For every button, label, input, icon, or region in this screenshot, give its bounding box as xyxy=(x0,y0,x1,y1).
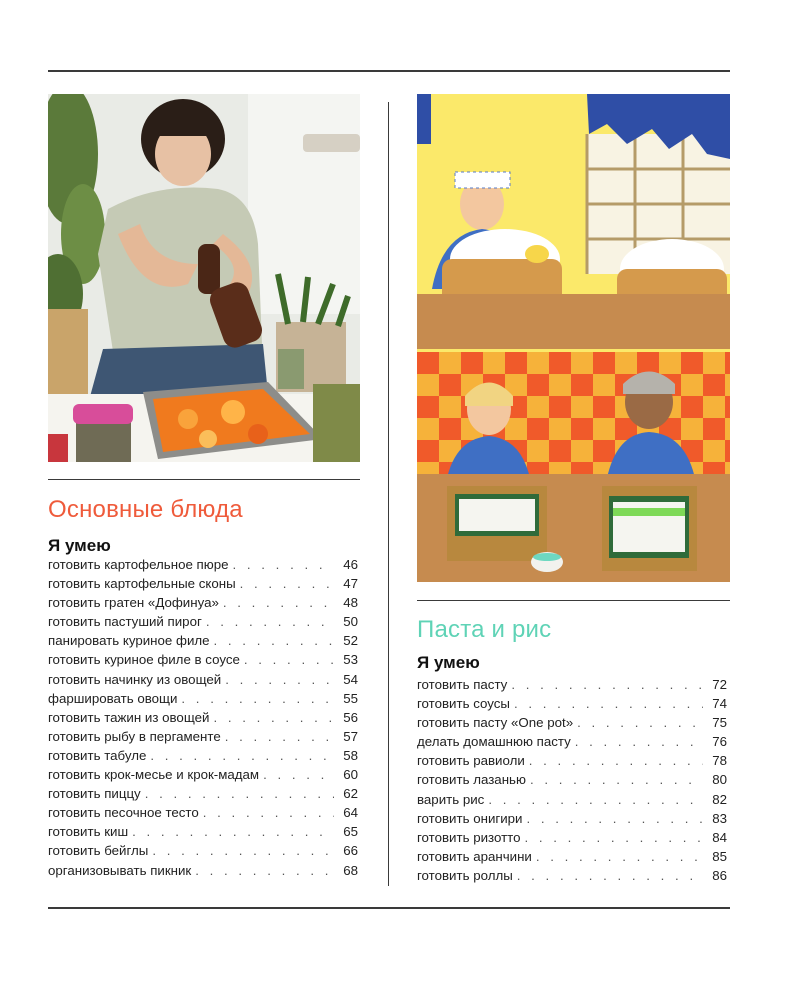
column-divider xyxy=(388,102,389,886)
toc-entry-page: 48 xyxy=(343,595,358,611)
toc-entry xyxy=(48,786,358,805)
toc-entry-label: готовить соусы xyxy=(417,696,510,712)
toc-entry xyxy=(48,691,358,710)
toc-entry-page: 62 xyxy=(343,786,358,802)
toc-entry xyxy=(48,557,358,576)
toc-entry xyxy=(48,710,358,729)
left-section-subtitle: Я умею xyxy=(48,536,111,555)
toc-dot-leader xyxy=(132,824,334,839)
right-section-title: Паста и рис xyxy=(417,616,552,643)
toc-entry xyxy=(48,595,358,614)
toc-entry-page: 72 xyxy=(712,677,727,692)
toc-entry-page: 74 xyxy=(712,696,727,712)
toc-entry xyxy=(48,652,358,671)
toc-dot-leader xyxy=(181,691,334,706)
toc-dot-leader xyxy=(577,715,703,730)
toc-entry-page: 52 xyxy=(343,633,358,649)
toc-entry xyxy=(417,811,727,830)
toc-entry xyxy=(48,863,358,882)
toc-entry-page: 55 xyxy=(343,690,358,706)
toc-entry-label: делать домашнюю пасту xyxy=(417,734,571,750)
toc-dot-leader xyxy=(213,710,334,725)
toc-entry-label: готовить пиццу xyxy=(48,786,141,802)
toc-entry-page: 85 xyxy=(712,848,727,864)
bottom-rule xyxy=(48,907,730,909)
toc-entry xyxy=(48,843,358,862)
toc-entry-page: 84 xyxy=(712,829,727,845)
toc-dot-leader xyxy=(152,843,334,858)
toc-entry-label: готовить гратен «Дофинуа» xyxy=(48,595,219,611)
toc-entry xyxy=(48,672,358,691)
toc-entry-label: готовить крок-месье и крок-мадам xyxy=(48,767,260,783)
toc-entry xyxy=(417,734,727,753)
toc-entry xyxy=(417,830,727,849)
toc-entry xyxy=(48,805,358,824)
toc-entry xyxy=(48,767,358,786)
toc-entry xyxy=(48,748,358,767)
girl-with-pepper-mill-photo xyxy=(48,94,360,462)
top-rule xyxy=(48,70,730,72)
toc-dot-leader xyxy=(530,772,703,787)
toc-entry-page: 78 xyxy=(712,753,727,769)
toc-entry-page: 50 xyxy=(343,614,358,630)
toc-entry-page: 54 xyxy=(343,671,358,687)
toc-entry-label: готовить начинку из овощей xyxy=(48,671,222,687)
toc-entry-page: 76 xyxy=(712,734,727,750)
left-section-rule xyxy=(48,479,360,480)
toc-entry-page: 58 xyxy=(343,747,358,763)
toc-entry-label: готовить пасту xyxy=(417,677,508,692)
toc-entry-page: 86 xyxy=(712,867,727,883)
toc-entry xyxy=(417,849,727,868)
toc-entry-label: готовить аранчини xyxy=(417,848,532,864)
toc-dot-leader xyxy=(240,576,334,591)
right-toc-list xyxy=(417,677,727,887)
toc-entry xyxy=(48,614,358,633)
toc-dot-leader xyxy=(488,792,703,807)
toc-entry-label: готовить ризотто xyxy=(417,829,521,845)
toc-dot-leader xyxy=(244,652,334,667)
toc-entry-page: 80 xyxy=(712,772,727,788)
toc-dot-leader xyxy=(263,767,334,782)
toc-dot-leader xyxy=(575,734,703,749)
toc-dot-leader xyxy=(225,672,334,687)
toc-entry-label: фаршировать овощи xyxy=(48,690,178,706)
sushi-kitchen-illustration xyxy=(417,94,730,582)
toc-entry-label: готовить табуле xyxy=(48,747,147,763)
toc-dot-leader xyxy=(511,677,703,692)
left-toc-list xyxy=(48,557,358,882)
toc-entry-label: готовить тажин из овощей xyxy=(48,709,210,725)
toc-dot-leader xyxy=(517,868,703,883)
toc-entry xyxy=(417,677,727,696)
toc-dot-leader xyxy=(145,786,334,801)
toc-entry xyxy=(417,868,727,887)
toc-entry xyxy=(48,729,358,748)
toc-entry-label: готовить пастуший пирог xyxy=(48,614,202,630)
toc-dot-leader xyxy=(514,696,703,711)
toc-entry xyxy=(417,753,727,772)
toc-dot-leader xyxy=(536,849,703,864)
toc-entry-label: организовывать пикник xyxy=(48,862,192,878)
toc-entry xyxy=(417,772,727,791)
toc-dot-leader xyxy=(233,557,334,572)
toc-entry-page: 57 xyxy=(343,728,358,744)
toc-entry-page: 75 xyxy=(712,715,727,731)
toc-dot-leader xyxy=(195,863,334,878)
toc-entry-label: готовить киш xyxy=(48,824,129,840)
toc-entry-label: готовить пасту «One pot» xyxy=(417,715,574,731)
toc-entry-label: готовить онигири xyxy=(417,810,523,826)
toc-entry-page: 83 xyxy=(712,810,727,826)
toc-entry-page: 53 xyxy=(343,652,358,668)
toc-entry-page: 66 xyxy=(343,843,358,859)
toc-entry-label: готовить рыбу в пергаменте xyxy=(48,728,221,744)
toc-entry-page: 82 xyxy=(712,791,727,807)
toc-entry xyxy=(48,633,358,652)
toc-dot-leader xyxy=(206,614,334,629)
toc-entry-page: 65 xyxy=(343,824,358,840)
toc-entry-label: готовить лазанью xyxy=(417,772,526,788)
toc-entry-label: панировать куриное филе xyxy=(48,633,210,649)
toc-dot-leader xyxy=(526,811,703,826)
toc-entry-page: 46 xyxy=(343,557,358,572)
toc-dot-leader xyxy=(225,729,334,744)
toc-entry-page: 68 xyxy=(343,862,358,878)
toc-entry-label: готовить картофельное пюре xyxy=(48,557,229,572)
toc-entry xyxy=(417,696,727,715)
toc-entry-page: 60 xyxy=(343,767,358,783)
toc-dot-leader xyxy=(214,633,334,648)
toc-entry-label: готовить куриное филе в соусе xyxy=(48,652,240,668)
toc-entry-page: 47 xyxy=(343,576,358,592)
toc-entry xyxy=(48,576,358,595)
toc-entry xyxy=(417,715,727,734)
toc-entry-label: готовить бейглы xyxy=(48,843,149,859)
left-section-title: Основные блюда xyxy=(48,496,243,523)
toc-entry xyxy=(417,792,727,811)
toc-entry-label: готовить равиоли xyxy=(417,753,525,769)
toc-entry-label: готовить картофельные сконы xyxy=(48,576,236,592)
toc-dot-leader xyxy=(223,595,334,610)
right-section-rule xyxy=(417,600,730,601)
toc-dot-leader xyxy=(525,830,704,845)
toc-dot-leader xyxy=(529,753,703,768)
toc-entry-page: 64 xyxy=(343,805,358,821)
toc-entry-page: 56 xyxy=(343,709,358,725)
toc-entry xyxy=(48,824,358,843)
right-section-subtitle: Я умею xyxy=(417,653,480,672)
toc-dot-leader xyxy=(203,805,334,820)
toc-dot-leader xyxy=(150,748,334,763)
toc-entry-label: варить рис xyxy=(417,791,485,807)
toc-entry-label: готовить песочное тесто xyxy=(48,805,199,821)
toc-entry-label: готовить роллы xyxy=(417,867,513,883)
